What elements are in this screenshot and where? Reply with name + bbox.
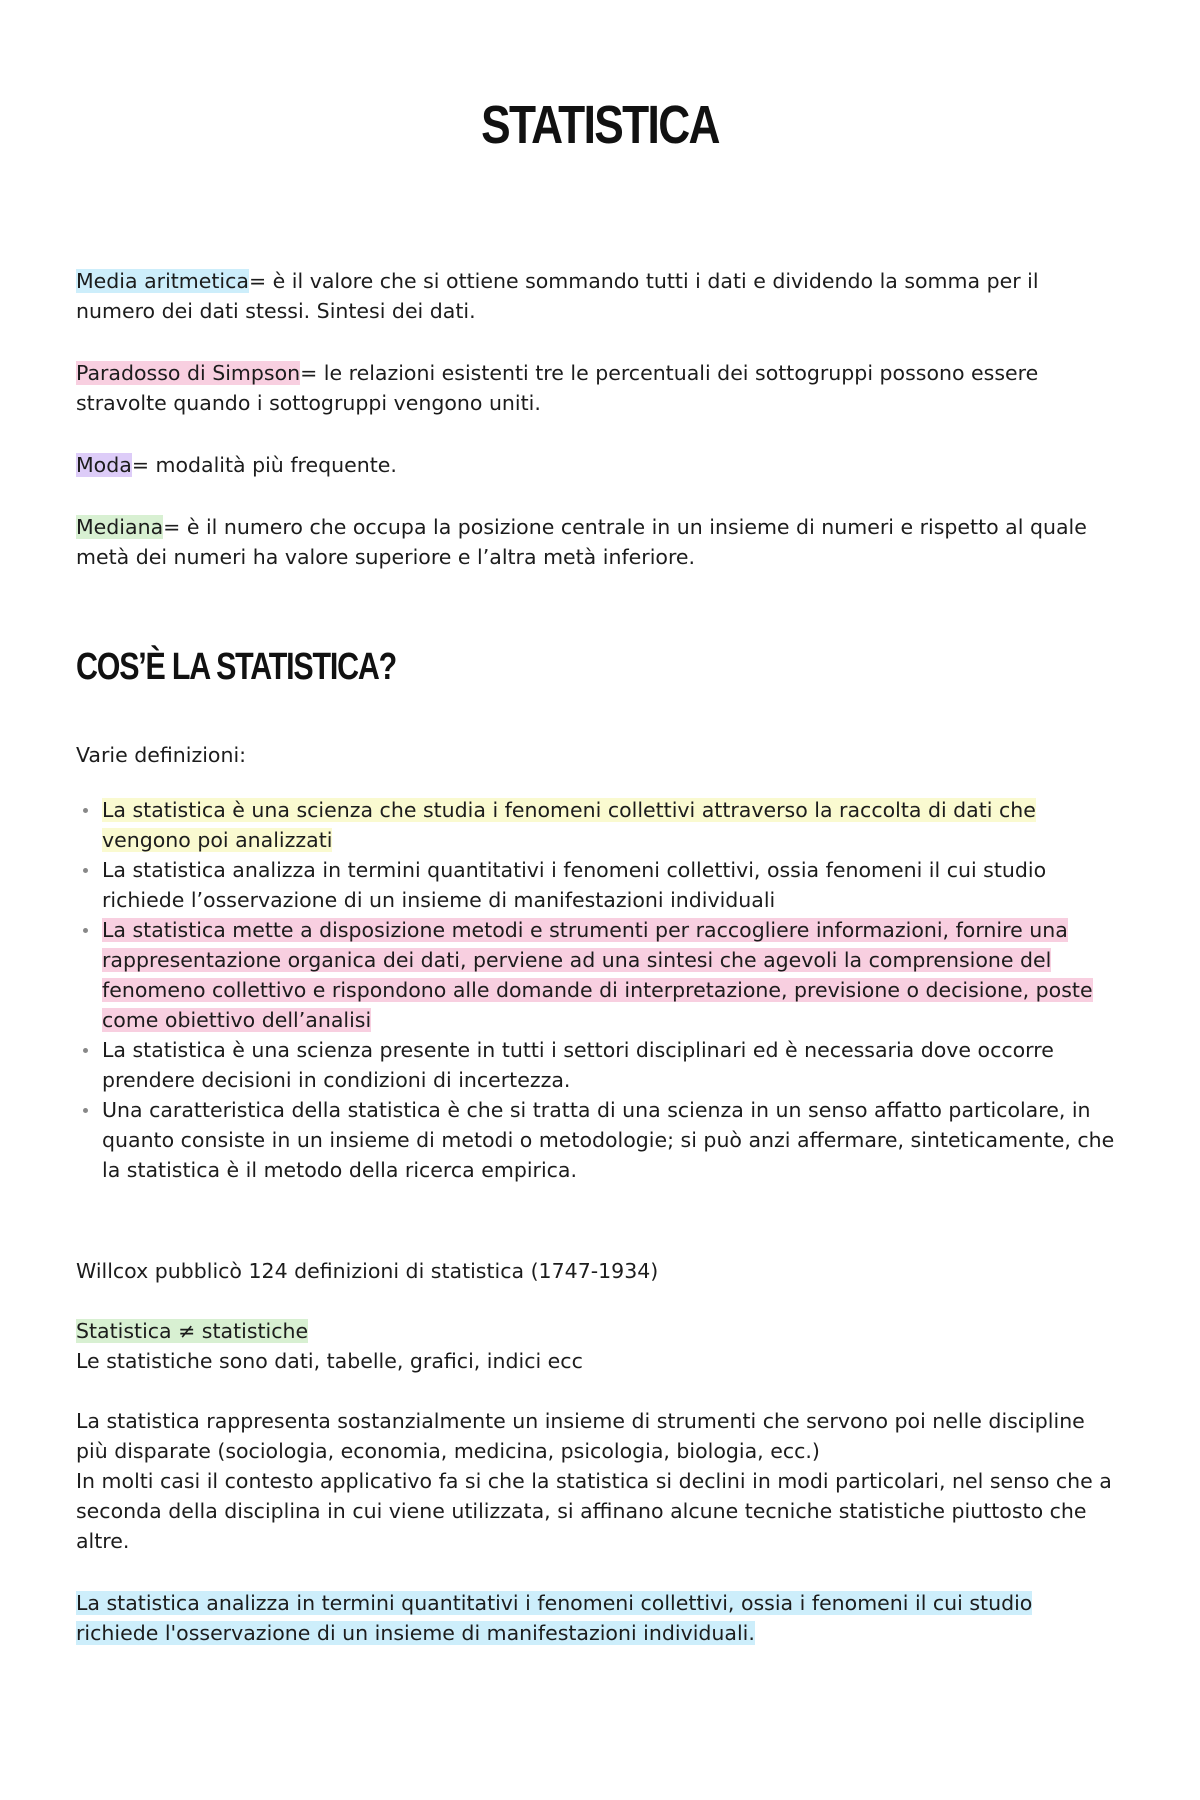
statistica-vs-statistiche <box>76 1316 1116 1376</box>
statistiche-definition: Le statistiche sono dati, tabelle, grafici, indici ecc <box>76 1349 583 1373</box>
definition-paradosso-simpson <box>76 358 1116 418</box>
definition-text: = modalità più frequente. <box>131 453 397 477</box>
statistica-neq-label: Statistica ≠ statistiche <box>76 1319 309 1343</box>
section-heading: COS’È LA STATISTICA? <box>76 646 396 688</box>
paragraph-1: La statistica rappresenta sostanzialmente un insieme di strumenti che servono poi nelle discipline più disparate (sociologia, economia, medicina, psicologia, biologia, ecc.) <box>76 1409 1085 1463</box>
definition-text: = è il valore che si ottiene sommando tutti i dati e dividendo la somma per il numero dei dati stessi. Sintesi dei dati. <box>76 269 1039 323</box>
paragraph-2: In molti casi il contesto applicativo fa si che la statistica si declini in modi particolari, nel senso che a seconda della disciplina in cui viene utilizzata, si affinano alcune tecniche statistiche piuttosto che altre. <box>76 1469 1112 1553</box>
list-item-text: La statistica è una scienza che studia i fenomeni collettivi attraverso la raccolta di dati che vengono poi analizzati <box>102 798 1036 852</box>
list-item <box>76 855 1126 915</box>
term-media-aritmetica: Media aritmetica <box>76 269 249 293</box>
list-item-text: La statistica mette a disposizione metodi e strumenti per raccogliere informazioni, fornire una rappresentazione organica dei dati, perviene ad una sintesi che agevoli la comprensione del fenomeno collettivo e rispondono alle domande di interpretazione, previsione o decisione, poste come obiettivo dell’analisi <box>102 918 1093 1032</box>
term-mediana: Mediana <box>76 515 164 539</box>
list-item <box>76 915 1126 1035</box>
final-highlight: La statistica analizza in termini quantitativi i fenomeni collettivi, ossia i fenomeni il cui studio richiede l'osservazione di un insieme di manifestazioni individuali. <box>76 1591 1033 1645</box>
list-item <box>76 1035 1126 1095</box>
list-item-text: La statistica è una scienza presente in tutti i settori disciplinari ed è necessaria dove occorre prendere decisioni in condizioni di incertezza. <box>102 1038 1054 1092</box>
list-item-text: La statistica analizza in termini quantitativi i fenomeni collettivi, ossia fenomeni il cui studio richiede l’osservazione di un insieme di manifestazioni individuali <box>102 858 1047 912</box>
willcox-note: Willcox pubblicò 124 definizioni di statistica (1747-1934) <box>76 1259 659 1283</box>
paragraph-block <box>76 1406 1116 1556</box>
definition-mediana <box>76 512 1116 572</box>
list-item <box>76 795 1126 855</box>
page-title: STATISTICA <box>481 95 719 155</box>
definition-media-aritmetica <box>76 266 1116 326</box>
term-paradosso-simpson: Paradosso di Simpson <box>76 361 301 385</box>
list-item <box>76 1095 1126 1185</box>
final-highlight-block <box>76 1588 1116 1648</box>
definition-text: = le relazioni esistenti tre le percentuali dei sottogruppi possono essere stravolte quando i sottogruppi vengono uniti. <box>76 361 1039 415</box>
definitions-list <box>76 795 1126 1185</box>
definition-text: = è il numero che occupa la posizione centrale in un insieme di numeri e rispetto al quale metà dei numeri ha valore superiore e l’altra metà inferiore. <box>76 515 1087 569</box>
intro-text: Varie definizioni: <box>76 743 247 767</box>
list-item-text: Una caratteristica della statistica è che si tratta di una scienza in un senso affatto particolare, in quanto consiste in un insieme di metodi o metodologie; si può anzi affermare, sinteticamente, che la statistica è il metodo della ricerca empirica. <box>102 1098 1115 1182</box>
definition-moda <box>76 450 1116 480</box>
term-moda: Moda <box>76 453 132 477</box>
